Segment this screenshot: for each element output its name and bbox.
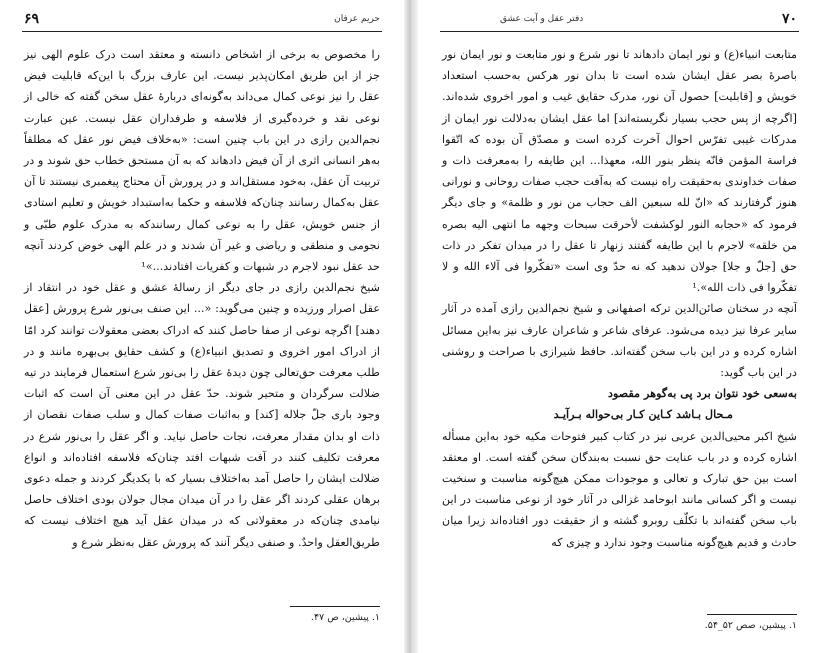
body-text <box>442 44 797 604</box>
page-number: ۷۰ <box>781 11 797 27</box>
paragraph: شیخ اکبر محیی‌الدین عربی نیز در کتاب کبیر فتوحات مکیه خود به‌این مسأله اشاره کرده و در باب عنایت حق نسبت به‌بندگان سخن گفته است. او معتقد است بین حق تبارک و تعالی و موجودات ممکن هیچ‌گونه مناسبت و سنخیت نیست و اگر کسانی مانند ابوحامد غزالی در آثار خود از نوعی مناسبت در این باب سخن گفته‌اند با تکلّف روبرو گشته و از حقیقت دور افتاده‌اند زیرا میان حادث و قدیم هیچ‌گونه مناسبت وجود ندارد و چیزی که <box>442 429 797 549</box>
body-text <box>24 44 380 600</box>
page-number: ۶۹ <box>24 11 40 27</box>
running-head: حریم عرفان <box>334 14 380 24</box>
left-page <box>0 0 404 653</box>
paragraph: را مخصوص به برخی از اشخاص دانسته و معتقد است درک علوم الهی نیز جز از این طریق امکان‌پذیر نیست. این عارف بزرگ با این‌که قابلیت فیض عقل را نیز نوعی کمال می‌داند به‌گونه‌ای دربارهٔ عقل سخن گفته که خالی از نوعی نقد و خرده‌گیری از فلاسفه و طرفداران عقل نیست. عین عبارت نجم‌الدین رازی در این باب چنین است: «به‌خلاف فیض نور عقل که مطلقاً به‌هر انسانی اثری از آن فیض دادهاند که به آن مستحق خطاب حق شوند و در تربیت آن عقل، به‌خود مستقل‌اند و در پرورش آن محتاج پیغمبری نیستند تا آن عقل به‌کمال رسانند چنان‌که فلاسفه و حکما به‌استبداد خویش و تعلیم استادی از جنس خویش، عقل را به نوعی کمال رسانندکه به مدرک علوم طبّی و نجومی و منطقی و ریاضی و غیر آن شدند و در علم الهی خوض کردند آنچه حد عقل نبود لاجرم در شبهات و کفریات افتادند...»¹ <box>24 48 380 274</box>
page-header <box>22 10 382 32</box>
running-head: دفتر عقل و آیت عشق <box>500 14 584 24</box>
footnote: ۱. پیشین، ص ۴۷. <box>310 612 380 623</box>
verse-line: به‌سعی خود نتوان برد پی به‌گوهر مقصود <box>608 386 797 401</box>
verse-line: مـحال بـاشد کـاین کـار بی‌حواله بـرآیـد <box>553 407 733 422</box>
paragraph: متابعت انبیاء(ع) و نور ایمان دادهاند تا نور شرع و نور متابعت و نور ایمان نور باصرهٔ بصر عقل ایشان شده است تا بدان نور هرکس به‌حسب استعداد خویش و [قابلیت] حصول آن نور، مدرک حقایق غیب و امور اخروی شده‌اند. [اگرچه از پس حجب بسیار نگریسته‌اند] اما عقل ایشان به‌دلالت نور ایمان از مدرکات غیبی تفرّس احوال آخرت کرده است و مصدّق آن بوده که اتّقوا فراسة المؤمن فانّه ینظر بنور الله، معهذا... این طایفه را به‌معرفت ذات و صفات خداوندی به‌حقیقت راه نیست که به‌آفت حجب صفات روحانی و نورانی هنوز گرفتارند که «انّ لله سبعین الف حجاب من نور و ظلمة» و جای دیگر فرمود که «حجابه النور لوکشفت لأحرقت سبحات وجهه ما انتهی الیه بصره من خلقه» لاجرم با این طایفه گفتند زنهار تا عقل را در میدان تفکر در ذات حق [جلّ و جلا] جولان ندهید که نه حدّ وی است «تفکّروا فی آلاء الله و لا تفکّروا فی ذات الله».¹ <box>442 48 797 295</box>
footnote-rule <box>290 606 380 607</box>
book-spine <box>404 0 418 653</box>
right-page <box>418 0 821 653</box>
footnote-rule <box>707 614 797 615</box>
page-header <box>440 10 799 32</box>
paragraph: شیخ نجم‌الدین رازی در جای دیگر از رسالهٔ عشق و عقل خود در انتقاد از عقل اصرار ورزیده و چنین می‌گوید: «... این صنف بی‌نور شرع پرورش [عقل دهند] اگرچه نوعی از صفا حاصل کنند که ادراک بعضی معقولات توانند کرد امّا از ادراک امور اخروی و تصدیق انبیاء(ع) و کشف حقایق بی‌بهره مانند و در طلب معرفت حق‌تعالی چون دیدهٔ عقل را بی‌نور شرع استعمال فرمایند در تیه ضلالت سرگردان و متحیر شوند. حدّ عقل در این معنی آن است که اثبات وجود باری جلّ جلاله [کند] و به‌اثبات صفات کمال و سلب صفات نقصان از ذات او بدان مقدار معرفت، نجات حاصل نیاید. و اگر عقل را بی‌نور شرع در معرفت تکلیف کنند در آفت شبهات افتد چنان‌که فلاسفه افتاده‌اند و انواع ضلالت ایشان را حاصل آمد به‌اختلاف بسیار که با یکدیگر کردند و جمله دعوی برهان عقلی کردند اگر عقل را در آن میدان مجال جولان بودی اختلاف حاصل نیامدی چنان‌که در معقولاتی که در میدان عقل آید هیچ اختلاف نیست که طریق‌العقل واحدٌ. و صنفی دیگر آنند که پرورش عقل به‌نظر شرع و <box>24 281 380 549</box>
footnote: ۱. پیشین، صص ۵۲_۵۴. <box>704 620 797 631</box>
paragraph: آنچه در سخنان صائن‌الدین ترکه اصفهانی و شیخ نجم‌الدین رازی آمده در آثار سایر عرفا نیز دیده می‌شود. عرفای شاعر و شاعران عارف نیز به‌این مسائل اشاره کرده و در این باب سخن گفته‌اند. حافظ شیرازی با صراحت و روشنی در این باب گوید: <box>442 302 797 380</box>
